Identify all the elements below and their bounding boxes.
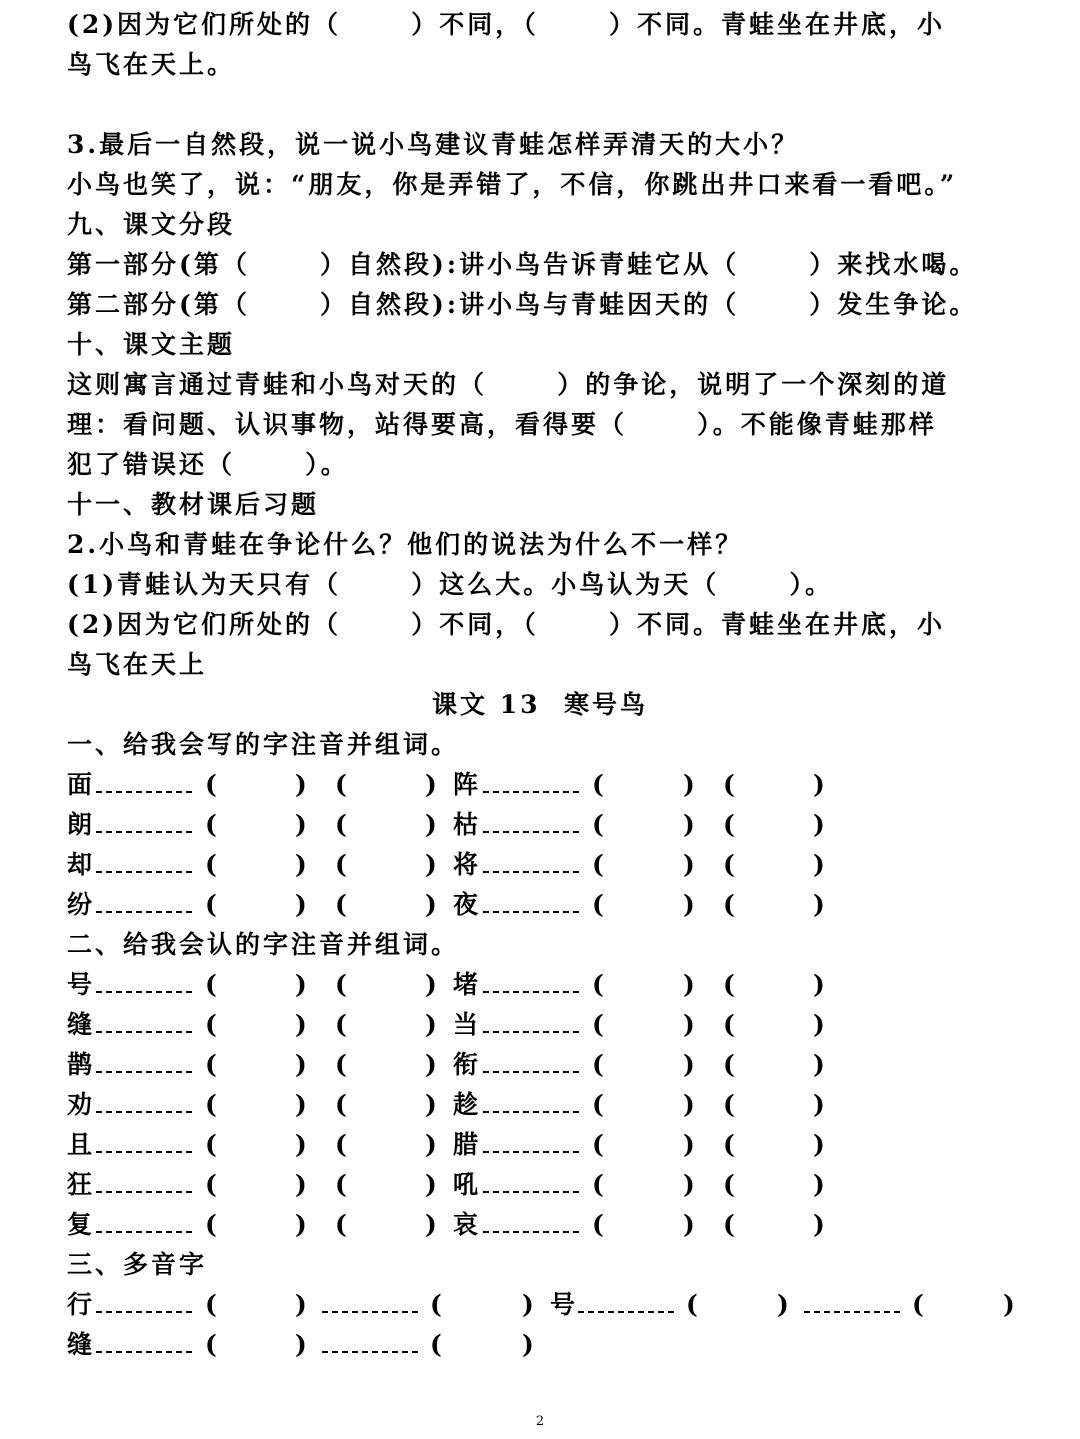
paren-close: )	[683, 770, 695, 799]
text-line: 犯了错误还（ ）。	[67, 450, 349, 479]
character: 衔	[453, 1050, 479, 1079]
section-write-heading: 一、给我会写的字注音并组词。	[67, 730, 460, 759]
character: 行	[67, 1290, 93, 1319]
paren-close: )	[683, 1010, 695, 1039]
answer-blank	[96, 1210, 192, 1240]
text-line: (2)因为它们所处的（ ）不同，（ ）不同。青蛙坐在井底，小	[67, 10, 945, 39]
paren-close: )	[295, 1330, 307, 1359]
paren-open: (	[335, 850, 347, 879]
character: 趁	[453, 1090, 479, 1119]
paren-open: (	[723, 890, 735, 919]
paren-open: (	[723, 1050, 735, 1079]
page-number: 2	[535, 1414, 545, 1429]
paren-close: )	[425, 890, 437, 919]
paren-close: )	[425, 1130, 437, 1159]
paren-open: (	[430, 1330, 442, 1359]
paren-open: (	[205, 970, 217, 999]
answer-blank	[483, 810, 579, 840]
lesson-title: 课文 13 寒号鸟	[432, 690, 648, 719]
paren-close: )	[813, 890, 825, 919]
paren-open: (	[205, 770, 217, 799]
answer-blank	[96, 1290, 192, 1320]
character: 枯	[453, 810, 479, 839]
answer-blank	[483, 1170, 579, 1200]
paren-open: (	[205, 850, 217, 879]
paren-close: )	[683, 1130, 695, 1159]
character: 号	[550, 1290, 576, 1319]
character: 吼	[453, 1170, 479, 1199]
paren-close: )	[813, 1050, 825, 1079]
text-line: 小鸟也笑了，说：“朋友，你是弄错了，不信，你跳出井口来看一看吧。”	[67, 170, 958, 199]
paren-close: )	[813, 770, 825, 799]
paren-close: )	[1003, 1290, 1015, 1319]
text-line: 这则寓言通过青蛙和小鸟对天的（ ）的争论，说明了一个深刻的道	[67, 370, 950, 399]
paren-open: (	[335, 810, 347, 839]
paren-close: )	[683, 890, 695, 919]
paren-close: )	[295, 1210, 307, 1239]
character: 面	[67, 770, 93, 799]
answer-blank	[96, 810, 192, 840]
answer-blank	[96, 1130, 192, 1160]
paren-close: )	[295, 850, 307, 879]
paren-close: )	[295, 1050, 307, 1079]
text-line: 理：看问题、认识事物，站得要高，看得要（ ）。不能像青蛙那样	[67, 410, 937, 439]
answer-blank	[96, 890, 192, 920]
text-line: 十一、教材课后习题	[67, 490, 320, 519]
text-line: 鸟飞在天上	[67, 650, 208, 679]
paren-close: )	[425, 1050, 437, 1079]
paren-open: (	[723, 1170, 735, 1199]
character: 复	[67, 1210, 93, 1239]
paren-open: (	[723, 770, 735, 799]
character: 哀	[453, 1210, 479, 1239]
paren-open: (	[335, 1050, 347, 1079]
paren-close: )	[425, 1170, 437, 1199]
paren-open: (	[335, 890, 347, 919]
answer-blank	[483, 770, 579, 800]
character: 夜	[453, 890, 479, 919]
character: 朗	[67, 810, 93, 839]
paren-open: (	[205, 810, 217, 839]
paren-open: (	[335, 770, 347, 799]
paren-open: (	[912, 1290, 924, 1319]
paren-close: )	[683, 1090, 695, 1119]
section-polyphone-heading: 三、多音字	[67, 1250, 208, 1279]
paren-close: )	[683, 1210, 695, 1239]
paren-close: )	[425, 810, 437, 839]
character: 阵	[453, 770, 479, 799]
paren-open: (	[205, 1170, 217, 1199]
paren-close: )	[813, 850, 825, 879]
paren-close: )	[295, 1290, 307, 1319]
paren-close: )	[683, 810, 695, 839]
paren-close: )	[295, 770, 307, 799]
paren-close: )	[522, 1290, 534, 1319]
paren-open: (	[723, 1010, 735, 1039]
paren-close: )	[777, 1290, 789, 1319]
character: 将	[453, 850, 479, 879]
answer-blank	[483, 970, 579, 1000]
character: 号	[67, 970, 93, 999]
paren-close: )	[813, 1010, 825, 1039]
paren-close: )	[683, 850, 695, 879]
paren-open: (	[205, 1050, 217, 1079]
paren-open: (	[592, 1010, 604, 1039]
character: 堵	[453, 970, 479, 999]
character: 缝	[67, 1330, 93, 1359]
character: 且	[67, 1130, 93, 1159]
paren-close: )	[295, 1130, 307, 1159]
paren-open: (	[205, 890, 217, 919]
paren-close: )	[813, 810, 825, 839]
answer-blank	[96, 1330, 192, 1360]
answer-blank	[483, 1130, 579, 1160]
answer-blank	[483, 1210, 579, 1240]
paren-close: )	[522, 1330, 534, 1359]
paren-close: )	[683, 970, 695, 999]
text-line: 鸟飞在天上。	[67, 50, 236, 79]
paren-open: (	[723, 810, 735, 839]
answer-blank	[483, 850, 579, 880]
paren-open: (	[592, 850, 604, 879]
paren-open: (	[592, 810, 604, 839]
paren-open: (	[205, 1210, 217, 1239]
paren-open: (	[205, 1330, 217, 1359]
answer-blank	[322, 1330, 418, 1360]
text-line: 2.小鸟和青蛙在争论什么？他们的说法为什么不一样？	[67, 530, 744, 559]
character: 纷	[67, 890, 93, 919]
paren-open: (	[335, 1130, 347, 1159]
paren-open: (	[205, 1090, 217, 1119]
paren-open: (	[723, 1130, 735, 1159]
section-read-heading: 二、给我会认的字注音并组词。	[67, 930, 460, 959]
answer-blank	[96, 1010, 192, 1040]
answer-blank	[96, 770, 192, 800]
paren-close: )	[813, 1130, 825, 1159]
answer-blank	[804, 1290, 900, 1320]
paren-open: (	[205, 1290, 217, 1319]
paren-open: (	[592, 770, 604, 799]
text-line: (2)因为它们所处的（ ）不同，（ ）不同。青蛙坐在井底，小	[67, 610, 945, 639]
paren-close: )	[813, 1210, 825, 1239]
answer-blank	[322, 1290, 418, 1320]
character: 缝	[67, 1010, 93, 1039]
paren-close: )	[295, 890, 307, 919]
paren-close: )	[425, 1090, 437, 1119]
paren-open: (	[335, 970, 347, 999]
paren-close: )	[813, 970, 825, 999]
answer-blank	[96, 1050, 192, 1080]
text-line: 九、课文分段	[67, 210, 236, 239]
paren-open: (	[592, 890, 604, 919]
paren-close: )	[425, 970, 437, 999]
text-line: 十、课文主题	[67, 330, 236, 359]
character: 鹊	[67, 1050, 93, 1079]
paren-open: (	[592, 1090, 604, 1119]
paren-open: (	[723, 1210, 735, 1239]
answer-blank	[483, 1010, 579, 1040]
paren-open: (	[335, 1170, 347, 1199]
answer-blank	[96, 850, 192, 880]
paren-open: (	[205, 1010, 217, 1039]
paren-close: )	[295, 1170, 307, 1199]
character: 劝	[67, 1090, 93, 1119]
paren-close: )	[425, 770, 437, 799]
paren-open: (	[723, 1090, 735, 1119]
paren-close: )	[683, 1050, 695, 1079]
paren-close: )	[425, 850, 437, 879]
character: 当	[453, 1010, 479, 1039]
paren-close: )	[813, 1170, 825, 1199]
paren-close: )	[425, 1210, 437, 1239]
paren-close: )	[295, 810, 307, 839]
paren-open: (	[592, 1050, 604, 1079]
paren-open: (	[335, 1210, 347, 1239]
answer-blank	[96, 970, 192, 1000]
paren-open: (	[592, 1210, 604, 1239]
answer-blank	[578, 1290, 674, 1320]
text-line: (1)青蛙认为天只有（ ）这么大。小鸟认为天（ ）。	[67, 570, 833, 599]
paren-open: (	[592, 1170, 604, 1199]
text-line: 第一部分(第（ ）自然段):讲小鸟告诉青蛙它从（ ）来找水喝。	[67, 250, 978, 279]
paren-open: (	[723, 970, 735, 999]
answer-blank	[96, 1090, 192, 1120]
answer-blank	[483, 1090, 579, 1120]
paren-open: (	[723, 850, 735, 879]
text-line: 3.最后一自然段，说一说小鸟建议青蛙怎样弄清天的大小？	[67, 130, 800, 159]
character: 却	[67, 850, 93, 879]
answer-blank	[483, 1050, 579, 1080]
character: 狂	[67, 1170, 93, 1199]
paren-open: (	[205, 1130, 217, 1159]
paren-close: )	[683, 1170, 695, 1199]
text-line: 第二部分(第（ ）自然段):讲小鸟与青蛙因天的（ ）发生争论。	[67, 290, 978, 319]
paren-open: (	[335, 1090, 347, 1119]
paren-open: (	[686, 1290, 698, 1319]
paren-open: (	[592, 1130, 604, 1159]
paren-close: )	[425, 1010, 437, 1039]
answer-blank	[483, 890, 579, 920]
paren-open: (	[592, 970, 604, 999]
paren-close: )	[813, 1090, 825, 1119]
paren-close: )	[295, 970, 307, 999]
paren-open: (	[430, 1290, 442, 1319]
answer-blank	[96, 1170, 192, 1200]
paren-close: )	[295, 1090, 307, 1119]
paren-close: )	[295, 1010, 307, 1039]
character: 腊	[453, 1130, 479, 1159]
paren-open: (	[335, 1010, 347, 1039]
